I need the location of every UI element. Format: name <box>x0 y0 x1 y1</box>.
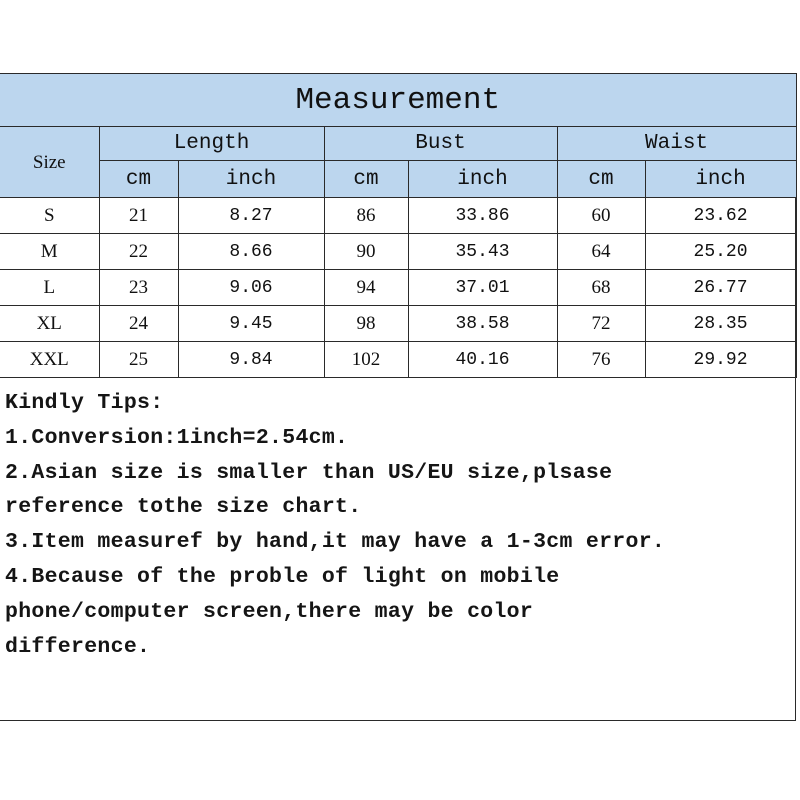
size-cell: XL <box>0 306 99 342</box>
waist-cm-cell: 60 <box>557 198 645 234</box>
length-group-header: Length <box>99 127 324 161</box>
waist-inch-cell: 26.77 <box>645 270 796 306</box>
size-cell: M <box>0 234 99 270</box>
size-cell: S <box>0 198 99 234</box>
length-cm-cell: 21 <box>99 198 178 234</box>
length-cm-header: cm <box>99 161 178 198</box>
size-cell: L <box>0 270 99 306</box>
waist-cm-cell: 72 <box>557 306 645 342</box>
size-cell: XXL <box>0 342 99 378</box>
group-header-row <box>0 127 796 161</box>
waist-inch-cell: 29.92 <box>645 342 796 378</box>
bust-cm-cell: 90 <box>324 234 408 270</box>
length-inch-cell: 8.27 <box>178 198 324 234</box>
title-row <box>0 74 796 127</box>
length-inch-cell: 8.66 <box>178 234 324 270</box>
waist-inch-cell: 28.35 <box>645 306 796 342</box>
length-inch-cell: 9.84 <box>178 342 324 378</box>
tip-line: 2.Asian size is smaller than US/EU size,plsase <box>5 460 613 485</box>
waist-inch-cell: 25.20 <box>645 234 796 270</box>
waist-cm-header: cm <box>557 161 645 198</box>
bust-cm-cell: 94 <box>324 270 408 306</box>
kindly-tips <box>5 386 795 664</box>
unit-header-row <box>0 161 796 198</box>
tip-line: phone/computer screen,there may be color <box>5 599 534 624</box>
size-chart-table <box>0 73 797 378</box>
bust-inch-cell: 37.01 <box>408 270 557 306</box>
length-inch-cell: 9.06 <box>178 270 324 306</box>
tip-line: reference tothe size chart. <box>5 495 362 520</box>
table-row <box>0 342 796 378</box>
waist-cm-cell: 64 <box>557 234 645 270</box>
tips-heading: Kindly Tips: <box>5 391 164 415</box>
length-cm-cell: 25 <box>99 342 178 378</box>
tip-line: 3.Item measuref by hand,it may have a 1-3cm error. <box>5 530 666 555</box>
table-row <box>0 270 796 306</box>
bust-cm-header: cm <box>324 161 408 198</box>
waist-cm-cell: 76 <box>557 342 645 378</box>
bust-inch-header: inch <box>408 161 557 198</box>
bust-inch-cell: 40.16 <box>408 342 557 378</box>
bust-cm-cell: 102 <box>324 342 408 378</box>
bust-group-header: Bust <box>324 127 557 161</box>
table-title: Measurement <box>0 74 796 127</box>
tip-line: 1.Conversion:1inch=2.54cm. <box>5 425 349 450</box>
bust-inch-cell: 33.86 <box>408 198 557 234</box>
waist-inch-cell: 23.62 <box>645 198 796 234</box>
waist-group-header: Waist <box>557 127 796 161</box>
waist-cm-cell: 68 <box>557 270 645 306</box>
table-row <box>0 234 796 270</box>
length-cm-cell: 23 <box>99 270 178 306</box>
bust-cm-cell: 86 <box>324 198 408 234</box>
length-cm-cell: 22 <box>99 234 178 270</box>
table-row <box>0 198 796 234</box>
table-row <box>0 306 796 342</box>
bust-cm-cell: 98 <box>324 306 408 342</box>
tip-line: 4.Because of the proble of light on mobile <box>5 564 560 589</box>
bust-inch-cell: 35.43 <box>408 234 557 270</box>
waist-inch-header: inch <box>645 161 796 198</box>
bust-inch-cell: 38.58 <box>408 306 557 342</box>
tip-line: difference. <box>5 634 151 659</box>
length-inch-cell: 9.45 <box>178 306 324 342</box>
size-column-header: Size <box>0 127 99 198</box>
length-inch-header: inch <box>178 161 324 198</box>
length-cm-cell: 24 <box>99 306 178 342</box>
